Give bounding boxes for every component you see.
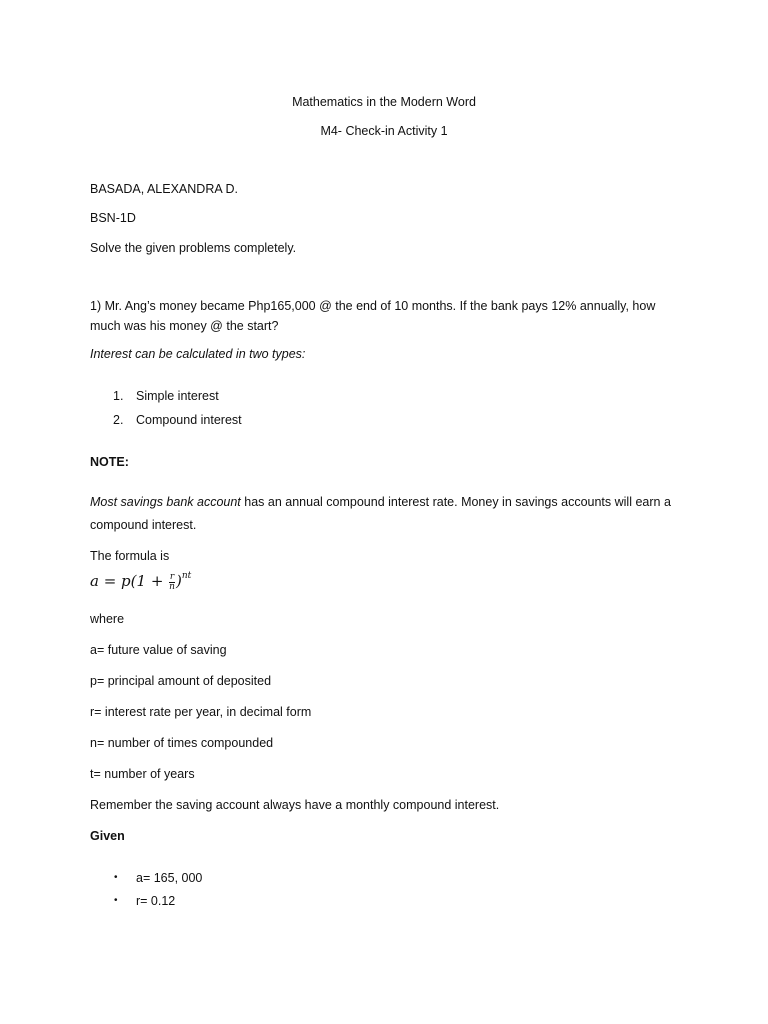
formula-exponent: nt (181, 571, 192, 581)
note-italic: Most savings bank account (90, 495, 241, 509)
document-subtitle: M4- Check-in Activity 1 (320, 124, 448, 138)
definition-item: n= number of times compounded (90, 736, 274, 750)
note-label: NOTE: (90, 455, 129, 469)
problem-1-line-1: 1) Mr. Ang’s money became Php165,000 @ the end of 10 months. If the bank pays 12% annually, how (90, 299, 656, 313)
problem-1-line-2: much was his money @ the start? (90, 319, 279, 333)
list-number: 1. (113, 389, 124, 403)
definition-item: r= interest rate per year, in decimal form (90, 705, 312, 719)
bullet-icon: • (114, 895, 118, 906)
student-section: BSN-1D (90, 211, 136, 225)
given-value: r= 0.12 (136, 894, 176, 908)
reminder: Remember the saving account always have a monthly compound interest. (90, 798, 500, 812)
document-title: Mathematics in the Modern Word (292, 95, 476, 109)
note-rest: has an annual compound interest rate. Money in savings accounts will earn a (240, 495, 671, 509)
note-line-2: compound interest. (90, 518, 197, 532)
list-label: Simple interest (136, 389, 219, 403)
given-value: a= 165, 000 (136, 871, 203, 885)
formula-label: The formula is (90, 549, 170, 563)
list-number: 2. (113, 413, 124, 427)
definition-item: t= number of years (90, 767, 195, 781)
interest-intro: Interest can be calculated in two types: (90, 347, 306, 361)
compound-interest-formula (90, 572, 191, 592)
given-label: Given (90, 829, 125, 843)
formula-close: ) (175, 572, 182, 590)
note-line-1 (90, 494, 671, 510)
student-name: BASADA, ALEXANDRA D. (90, 182, 238, 196)
bullet-icon: • (114, 872, 118, 883)
definition-item: p= principal amount of deposited (90, 674, 272, 688)
list-label: Compound interest (136, 413, 242, 427)
where-label: where (90, 612, 125, 626)
formula-lhs: a = p(1 + (90, 572, 169, 590)
definition-item: a= future value of saving (90, 643, 227, 657)
fraction-denominator: n (169, 581, 175, 592)
instructions: Solve the given problems completely. (90, 241, 297, 255)
fraction-numerator: r (169, 571, 175, 582)
formula-fraction (169, 573, 175, 592)
